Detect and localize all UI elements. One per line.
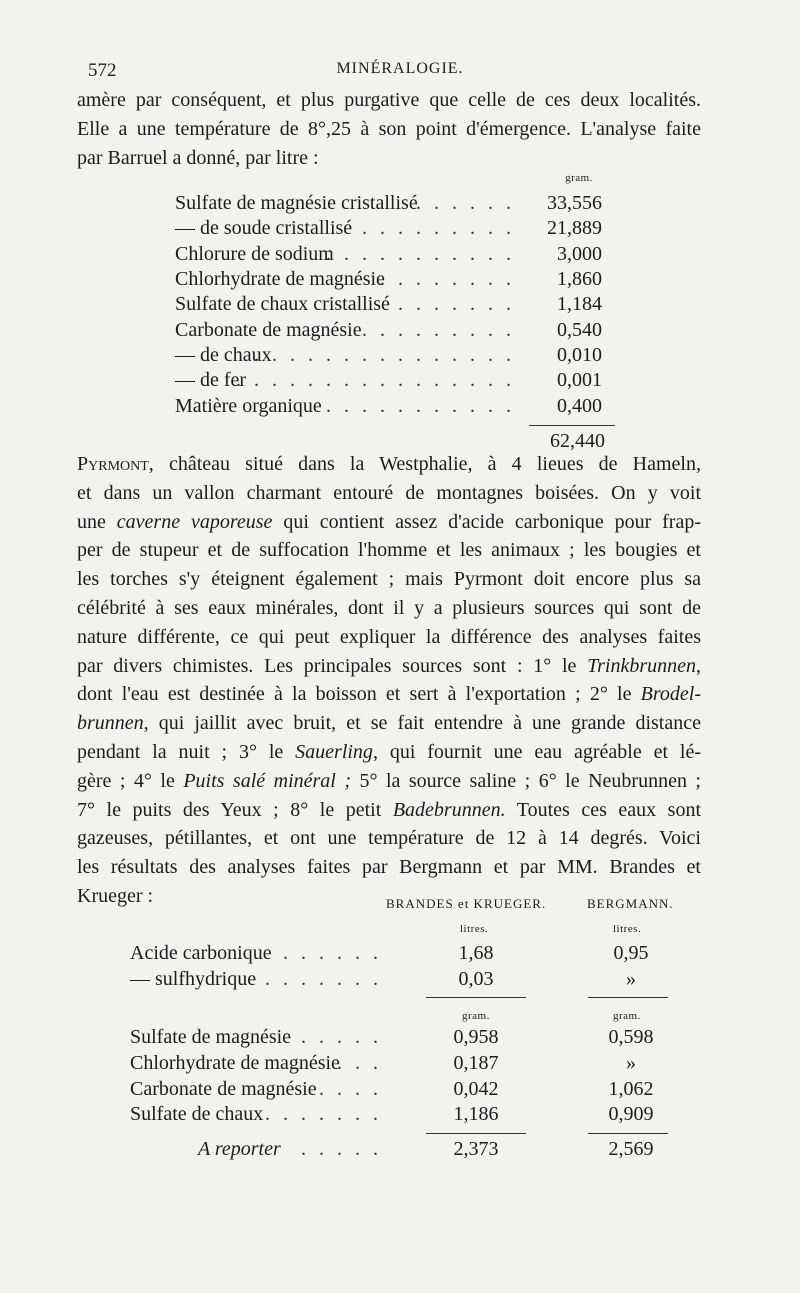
italic-term: Badebrunnen. [392, 798, 506, 821]
brandes-value: 0,042 [453, 1078, 499, 1100]
italic-term: Puits salé minéral ; [183, 769, 351, 792]
table-row [175, 293, 615, 318]
row-label: Chlorure de sodium [175, 243, 334, 265]
rule [426, 1133, 526, 1134]
row-label: Sulfate de chaux cristallisé [175, 293, 390, 315]
italic-term: Sauerling [295, 740, 373, 763]
text-line: pendant la nuit ; 3° le Sauerling, qui fournit une eau agréable et lé- [77, 740, 701, 763]
text-line: dont l'eau est destinée à la boisson et sert à l'exportation ; 2° le Brodel- [77, 683, 701, 706]
leader-dots: . . . . [319, 1078, 382, 1100]
unit-label: litres. [460, 923, 489, 935]
italic-term: caverne vaporeuse [116, 510, 273, 533]
leader-dots: . . . . . . [416, 192, 515, 214]
row-label: Sulfate de magnésie [130, 1026, 292, 1048]
leader-dots: . . . . . . . . . . . [326, 243, 515, 265]
leader-dots: . . . . . . . . . [362, 217, 515, 239]
leader-dots: . . . . . . . [398, 293, 515, 315]
place-name: Pyrmont [77, 453, 149, 475]
text-line: nature différente, ce qui peut expliquer la différence des analyses faites [77, 625, 701, 648]
row-value: 1,184 [557, 293, 602, 315]
page-header [88, 60, 712, 86]
rule [588, 1133, 668, 1134]
table-row [175, 217, 615, 242]
row-label: Acide carbonique [130, 942, 272, 964]
rule [588, 997, 668, 998]
reporter-label: A reporter [198, 1138, 281, 1160]
row-label: Carbonate de magnésie [175, 319, 362, 341]
table-row [175, 192, 615, 217]
row-label: Matière organique [175, 395, 322, 417]
leader-dots: . . . . . . [283, 942, 382, 964]
brandes-value: 1,186 [453, 1103, 499, 1125]
row-value: 0,001 [557, 369, 602, 391]
table-row [130, 942, 670, 968]
bergmann-value: 0,95 [613, 942, 649, 964]
text-line: et dans un vallon charmant entouré de montagnes boisées. On y voit [77, 481, 701, 504]
rule [426, 997, 526, 998]
leader-dots: . . . . . . . [265, 1103, 382, 1125]
row-value: 0,540 [557, 319, 602, 341]
leader-dots: . . . . . . . . . . . . . . . [254, 344, 515, 366]
table-row [130, 968, 670, 994]
bergmann-value: 0,909 [608, 1103, 654, 1125]
table-row [130, 1026, 670, 1052]
unit-label: gram. [613, 1010, 641, 1022]
row-label: Sulfate de magnésie cristallisé [175, 192, 418, 214]
table-row [175, 369, 615, 394]
row-value: 1,860 [557, 268, 602, 290]
table-row [175, 268, 615, 293]
leader-dots: . . . . . [301, 1026, 382, 1048]
text-line: 7° le puits des Yeux ; 8° le petit Badebrunnen. Toutes ces eaux sont [77, 798, 701, 821]
table-row [175, 243, 615, 268]
text-line: une caverne vaporeuse qui contient assez d'acide carbonique pour frap- [77, 510, 701, 533]
text-line: les torches s'y éteignent également ; mais Pyrmont doit encore plus sa [77, 568, 701, 591]
leader-dots: . . . [337, 1052, 382, 1074]
bergmann-value: » [626, 1052, 636, 1074]
table-row [175, 395, 615, 420]
row-label: — de chaux [175, 344, 272, 366]
sum-rule [529, 425, 615, 426]
table-row [175, 344, 615, 369]
pyrmont-paragraph [77, 450, 701, 911]
text-line: célébrité à ses eaux minérales, dont il y a plusieurs sources qui sont de [77, 596, 701, 619]
brandes-subtotal: 2,373 [453, 1138, 499, 1160]
text-line: per de stupeur et de suffocation l'homme et les animaux ; les bougies et [77, 539, 701, 562]
brandes-value: 0,958 [453, 1026, 499, 1048]
bergmann-subtotal: 2,569 [608, 1138, 654, 1160]
row-label: — sulfhydrique [130, 968, 257, 990]
row-value: 0,010 [557, 344, 602, 366]
text-line: Pyrmont, château situé dans la Westphalie, à 4 lieues de Hameln, [77, 453, 701, 475]
row-label: — de fer [175, 369, 247, 391]
row-value: 21,889 [547, 217, 602, 239]
italic-term: brunnen [77, 712, 144, 735]
italic-term: Trinkbrunnen [587, 654, 696, 677]
row-value: 0,400 [557, 395, 602, 417]
row-label: Carbonate de magnésie [130, 1078, 317, 1100]
total-value: 62,440 [550, 430, 605, 452]
text-line: gazeuses, pétillantes, et ont une température de 12 à 14 degrés. Voici [77, 827, 701, 850]
intro-paragraph [77, 86, 701, 172]
row-value: 33,556 [547, 192, 602, 214]
text-line: amère par conséquent, et plus purgative que celle de ces deux localités. [77, 89, 701, 111]
table-row [175, 319, 615, 344]
reporter-row [130, 1138, 670, 1164]
bergmann-value: 0,598 [608, 1026, 654, 1048]
brandes-value: 0,187 [453, 1052, 499, 1074]
leader-dots: . . . . . [301, 1138, 382, 1160]
leader-dots: . . . . . . . . . . . [326, 395, 515, 417]
unit-label: gram. [565, 172, 593, 184]
italic-term: Brodel- [640, 683, 701, 706]
text-line: Elle a une température de 8°,25 à son point d'émergence. L'analyse faite [77, 117, 701, 140]
row-label: Chlorhydrate de magnésie [130, 1052, 340, 1074]
text-line: brunnen, qui jaillit avec bruit, et se fait entendre à une grande distance [77, 712, 701, 735]
bergmann-value: 1,062 [608, 1078, 654, 1100]
bergmann-value: » [626, 968, 636, 990]
brandes-value: 0,03 [458, 968, 494, 990]
leader-dots: . . . . . . . . [380, 268, 515, 290]
row-label: — de soude cristallisé [175, 217, 353, 239]
row-label: Sulfate de chaux [130, 1103, 264, 1125]
column-header-bergmann: BERGMANN. [587, 896, 674, 911]
unit-label: gram. [462, 1010, 490, 1022]
column-header-brandes-krueger: BRANDES et KRUEGER. [386, 896, 547, 911]
leader-dots: . . . . . . . . . [362, 319, 515, 341]
leader-dots: . . . . . . . . . . . . . . . . [236, 369, 515, 391]
text-line: les résultats des analyses faites par Bergmann et par MM. Brandes et [77, 856, 701, 879]
text-line: par Barruel a donné, par litre : [77, 146, 319, 169]
row-label: Chlorhydrate de magnésie [175, 268, 385, 290]
text-line: par divers chimistes. Les principales sources sont : 1° le Trinkbrunnen, [77, 654, 701, 677]
table-row [130, 1103, 670, 1129]
table-row [130, 1052, 670, 1078]
text-line: Krueger : [77, 884, 154, 907]
text-line: gère ; 4° le Puits salé minéral ; 5° la source saline ; 6° le Neubrunnen ; [77, 769, 701, 792]
row-value: 3,000 [557, 243, 602, 265]
leader-dots: . . . . . . . [265, 968, 382, 990]
running-title: MINÉRALOGIE. [336, 60, 464, 77]
brandes-value: 1,68 [458, 942, 494, 964]
table-row [130, 1078, 670, 1104]
page-number: 572 [88, 60, 117, 81]
unit-label: litres. [613, 923, 642, 935]
